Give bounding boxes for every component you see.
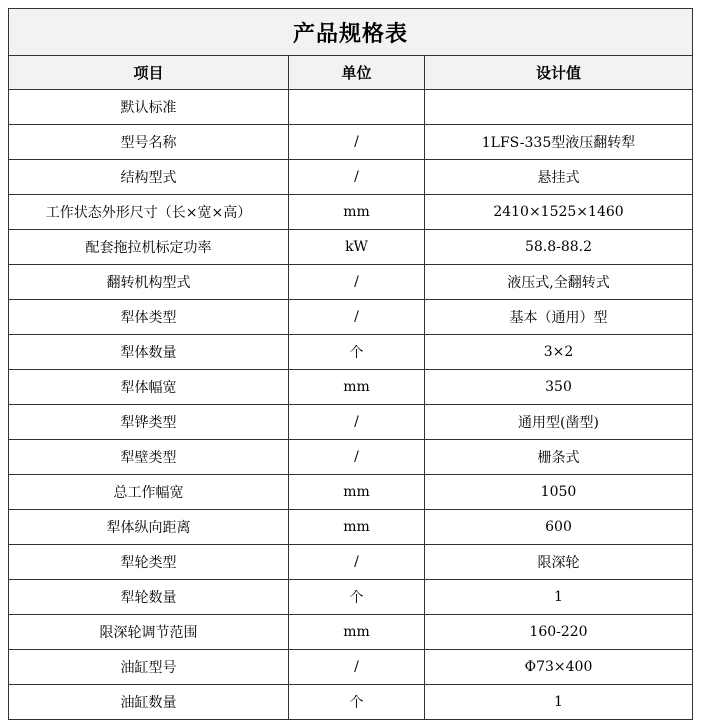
cell-unit: / (289, 125, 425, 160)
cell-item: 结构型式 (9, 160, 289, 195)
table-title: 产品规格表 (9, 9, 693, 56)
title-row (9, 9, 693, 56)
spec-body (9, 90, 693, 720)
cell-value (425, 90, 693, 125)
table-row (9, 405, 693, 440)
cell-value: 1 (425, 580, 693, 615)
header-unit: 单位 (289, 56, 425, 90)
cell-unit: mm (289, 615, 425, 650)
cell-item: 默认标准 (9, 90, 289, 125)
cell-value: 350 (425, 370, 693, 405)
table-row (9, 510, 693, 545)
cell-value: 限深轮 (425, 545, 693, 580)
table-row (9, 230, 693, 265)
cell-value: 2410×1525×1460 (425, 195, 693, 230)
header-row (9, 56, 693, 90)
table-row (9, 265, 693, 300)
cell-value: 基本（通用）型 (425, 300, 693, 335)
table-row (9, 195, 693, 230)
cell-unit: / (289, 405, 425, 440)
cell-item: 犁体类型 (9, 300, 289, 335)
table-row (9, 335, 693, 370)
cell-unit: / (289, 440, 425, 475)
cell-item: 犁体纵向距离 (9, 510, 289, 545)
cell-unit: / (289, 160, 425, 195)
table-row (9, 650, 693, 685)
cell-value: 悬挂式 (425, 160, 693, 195)
header-value: 设计值 (425, 56, 693, 90)
cell-unit: 个 (289, 580, 425, 615)
table-row (9, 300, 693, 335)
cell-value: 600 (425, 510, 693, 545)
table-row (9, 160, 693, 195)
cell-value: Φ73×400 (425, 650, 693, 685)
table-row (9, 440, 693, 475)
cell-value: 1050 (425, 475, 693, 510)
cell-value: 160-220 (425, 615, 693, 650)
table-row (9, 685, 693, 720)
cell-unit: 个 (289, 335, 425, 370)
cell-unit: mm (289, 195, 425, 230)
table-row (9, 125, 693, 160)
cell-item: 油缸型号 (9, 650, 289, 685)
cell-unit: / (289, 650, 425, 685)
cell-item: 工作状态外形尺寸（长×宽×高） (9, 195, 289, 230)
cell-unit: / (289, 300, 425, 335)
cell-unit: 个 (289, 685, 425, 720)
cell-value: 58.8-88.2 (425, 230, 693, 265)
cell-item: 配套拖拉机标定功率 (9, 230, 289, 265)
cell-item: 犁铧类型 (9, 405, 289, 440)
cell-item: 总工作幅宽 (9, 475, 289, 510)
cell-value: 液压式,全翻转式 (425, 265, 693, 300)
cell-item: 犁体数量 (9, 335, 289, 370)
cell-item: 翻转机构型式 (9, 265, 289, 300)
cell-item: 犁轮类型 (9, 545, 289, 580)
cell-value: 3×2 (425, 335, 693, 370)
header-item: 项目 (9, 56, 289, 90)
cell-unit: / (289, 545, 425, 580)
table-row (9, 475, 693, 510)
table-row (9, 370, 693, 405)
table-row (9, 615, 693, 650)
table-row (9, 545, 693, 580)
table-row (9, 580, 693, 615)
cell-value: 栅条式 (425, 440, 693, 475)
cell-item: 型号名称 (9, 125, 289, 160)
cell-value: 1LFS-335型液压翻转犁 (425, 125, 693, 160)
cell-value: 1 (425, 685, 693, 720)
cell-unit: / (289, 265, 425, 300)
cell-item: 油缸数量 (9, 685, 289, 720)
cell-unit: mm (289, 475, 425, 510)
cell-unit: mm (289, 510, 425, 545)
cell-unit: mm (289, 370, 425, 405)
cell-item: 犁壁类型 (9, 440, 289, 475)
table-row (9, 90, 693, 125)
cell-item: 犁体幅宽 (9, 370, 289, 405)
cell-item: 犁轮数量 (9, 580, 289, 615)
cell-unit: kW (289, 230, 425, 265)
cell-item: 限深轮调节范围 (9, 615, 289, 650)
cell-value: 通用型(凿型) (425, 405, 693, 440)
cell-unit (289, 90, 425, 125)
spec-table (8, 8, 693, 720)
